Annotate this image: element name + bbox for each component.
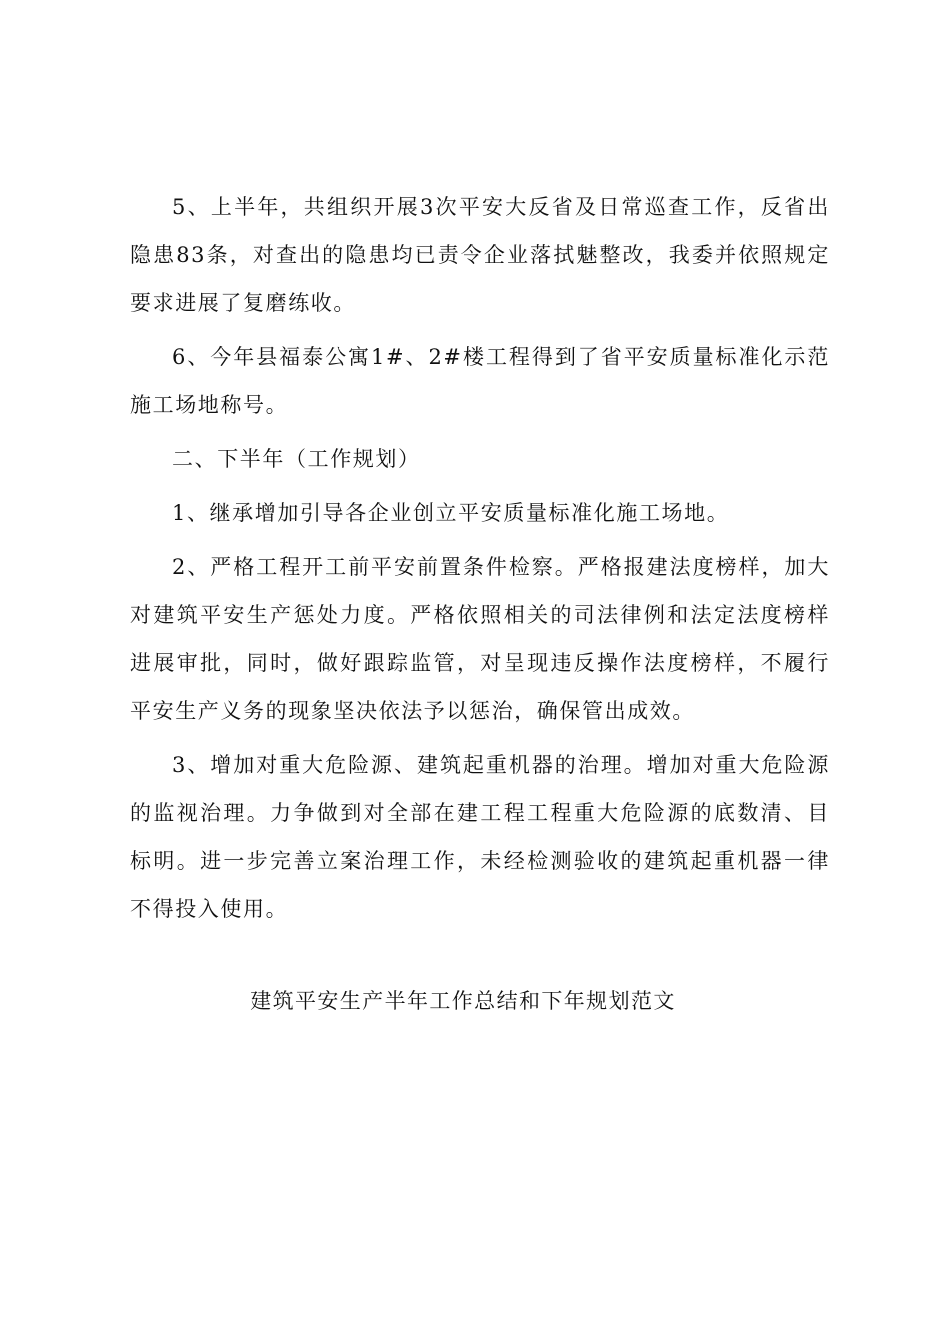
paragraph-item-6: 6、今年县福泰公寓1#、2#楼工程得到了省平安质量标准化示范施工场地称号。: [130, 345, 830, 417]
document-title: 建筑平安生产半年工作总结和下年规划范文: [250, 989, 676, 1013]
document-body: [130, 183, 830, 933]
plan-item-3: 3、增加对重大危险源、建筑起重机器的治理。增加对重大危险源的监视治理。力争做到对全部在建工程工程重大危险源的底数清、目标明。进一步完善立案治理工作，未经检测验收的建筑起重机器一律不得投入使用。: [130, 753, 830, 921]
plan-item-1: 1、继承增加引导各企业创立平安质量标准化施工场地。: [172, 501, 730, 525]
plan-item-2: 2、严格工程开工前平安前置条件检察。严格报建法度榜样，加大对建筑平安生产惩处力度。严格依照相关的司法律例和法定法度榜样进展审批，同时，做好跟踪监管，对呈现违反操作法度榜样，不履行平安生产义务的现象坚决依法予以惩治，确保管出成效。: [130, 555, 830, 723]
section-heading-second-half: 二、下半年（工作规划）: [172, 447, 421, 471]
paragraph-item-5: 5、上半年，共组织开展3次平安大反省及日常巡查工作，反省出隐患83条，对查出的隐患均已责令企业落拭魅整改，我委并依照规定要求进展了复磨练收。: [130, 195, 830, 315]
